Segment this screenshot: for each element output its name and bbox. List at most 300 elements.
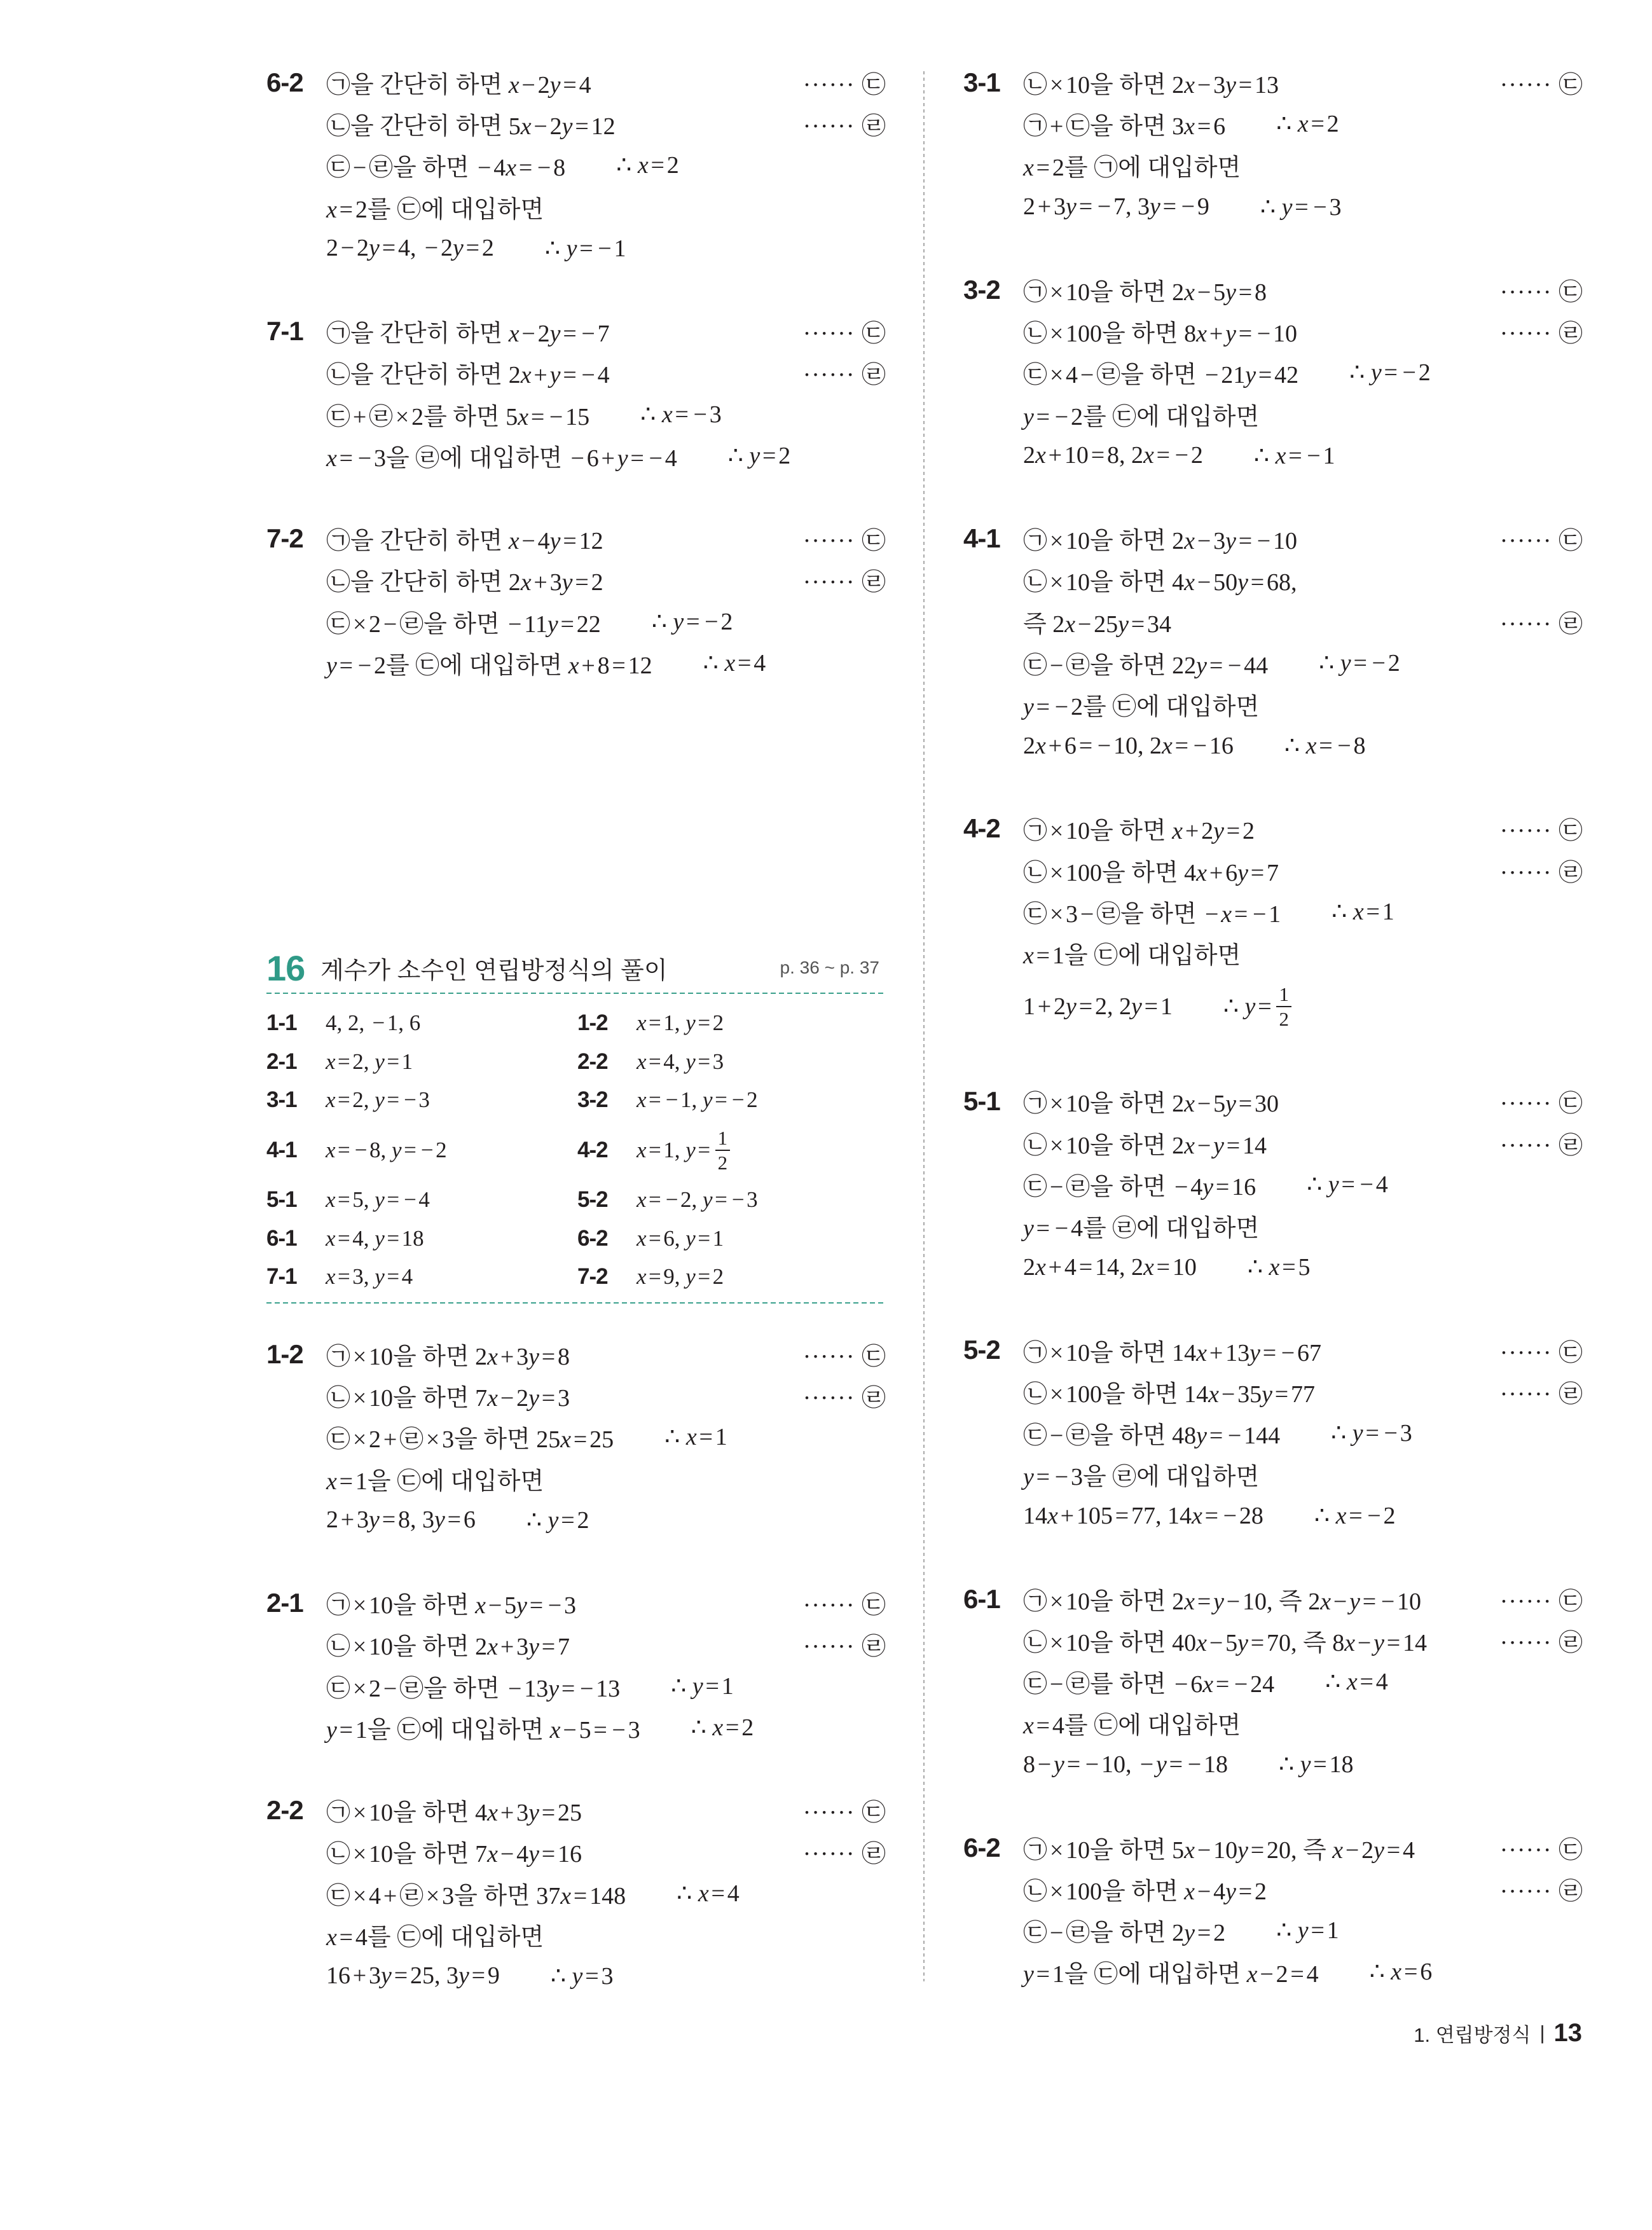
math-operator: = [698, 1225, 711, 1251]
math-variable: x [520, 113, 532, 141]
solution-line [326, 144, 886, 186]
math-operator: = [1078, 993, 1093, 1020]
equation-text: y= −2를 ㉢에 대입하면 [1023, 403, 1260, 430]
math-variable: y [1023, 1215, 1034, 1242]
math-operator: − [581, 320, 595, 348]
math-operator: = [404, 1137, 416, 1162]
math-operator: − [1256, 320, 1271, 348]
solution-block [963, 518, 1583, 766]
math-operator: × [1049, 320, 1064, 348]
problem-label: 3-2 [963, 274, 1000, 305]
math-operator: = [593, 1716, 607, 1744]
equation-text: ㉢−㉣을 하면 2y=2 [1023, 1920, 1226, 1947]
math-variable: y [1196, 652, 1208, 679]
math-variable: y [1184, 1920, 1195, 1947]
answer-table [266, 1004, 886, 1296]
math-variable: y [1237, 569, 1248, 596]
solution-line [1023, 808, 1583, 849]
equation-text: ㉠을 간단히 하면 x−4y=12 [326, 528, 603, 555]
math-operator: = [563, 320, 577, 348]
math-variable: x [1184, 1588, 1195, 1615]
math-operator: = [1078, 1253, 1093, 1281]
equation-marker: ······ ㉣ [1499, 1878, 1583, 1905]
equation-text: x=1을 ㉢에 대입하면 [1023, 942, 1241, 970]
math-operator: + [1037, 993, 1052, 1020]
math-operator: = [541, 1841, 556, 1868]
equation-text: 2+3y=8, 3y=6 [326, 1506, 476, 1534]
math-variable: x [560, 1882, 572, 1910]
math-operator: = [1384, 359, 1398, 387]
math-operator: + [500, 1800, 514, 1827]
therefore-result: ∴ x=2 [691, 1714, 754, 1741]
solution-lines [1023, 1578, 1583, 1786]
math-operator: − [521, 320, 535, 348]
math-operator: − [1333, 1588, 1347, 1615]
solution-line [326, 1416, 886, 1457]
solution-line [1023, 435, 1583, 476]
solution-lines [1023, 518, 1583, 766]
answer-cell [266, 1138, 577, 1163]
section-header [266, 947, 886, 988]
math-variable: y [1054, 1751, 1064, 1778]
math-operator: = [1365, 1419, 1379, 1447]
therefore-result: ∴ x=2 [616, 152, 679, 179]
math-variable: y [692, 1672, 703, 1700]
math-operator: = [1156, 1253, 1171, 1281]
math-operator: − [1097, 732, 1112, 759]
answer-value: x = − 2, y = − 3 [637, 1187, 758, 1213]
equation-marker: ······ ㉣ [1499, 1629, 1583, 1656]
math-operator: = [686, 608, 700, 635]
math-operator: = [1204, 1502, 1219, 1529]
math-operator: = [1258, 993, 1272, 1021]
math-variable: x [475, 1592, 486, 1620]
math-operator: − [665, 1087, 678, 1113]
math-variable: y [1328, 1171, 1339, 1198]
equation-text: y= −2를 ㉢에 대입하면 x+8=12 [326, 652, 652, 679]
math-variable: x [520, 569, 532, 596]
math-operator: − [383, 610, 397, 638]
math-operator: − [731, 1187, 745, 1213]
math-operator: − [1049, 652, 1064, 679]
answer-cell [266, 1187, 577, 1213]
math-variable: x [487, 1385, 499, 1412]
equation-marker: ······ ㉣ [1499, 320, 1583, 348]
math-operator: − [1281, 1339, 1295, 1366]
math-operator: − [537, 155, 551, 182]
answer-value: x = 3, y = 4 [326, 1264, 413, 1290]
math-operator: − [1227, 652, 1242, 679]
solution-line [326, 559, 886, 600]
math-variable: y [1023, 1961, 1034, 1988]
math-variable: x [724, 649, 736, 677]
solution-line [326, 1623, 886, 1665]
therefore-result: ∴ y= −2 [1319, 649, 1400, 677]
math-variable: x [637, 152, 649, 179]
answer-cell [266, 1226, 577, 1251]
math-operator: + [533, 569, 547, 596]
equation-text: ㉡×10을 하면 7x−4y=16 [326, 1841, 582, 1868]
solution-line [1023, 352, 1583, 393]
math-operator: = [338, 1225, 350, 1251]
math-variable: y [547, 1506, 559, 1534]
math-operator: − [357, 444, 372, 472]
math-operator: = [1162, 193, 1177, 221]
equation-text: ㉢−㉣를 하면 −6x= −24 [1023, 1671, 1275, 1698]
math-operator: = [575, 113, 589, 141]
equation-text: ㉡×100을 하면 4x+6y=7 [1023, 859, 1279, 886]
equation-marker: ······ ㉣ [802, 113, 886, 141]
math-variable: x [1035, 732, 1046, 759]
math-operator: = [573, 1426, 588, 1454]
answer-label: 1-1 [266, 1010, 297, 1036]
math-variable: x [1208, 1380, 1220, 1408]
math-variable: x [1353, 898, 1364, 925]
math-variable: x [1035, 442, 1046, 469]
answer-cell [577, 1226, 724, 1251]
math-variable: x [1269, 1254, 1280, 1281]
math-operator: × [1049, 72, 1064, 99]
math-variable: y [549, 320, 561, 348]
answer-cell [266, 1264, 577, 1290]
math-variable: x [1023, 1712, 1034, 1740]
solution-line [326, 310, 886, 352]
math-operator: = [387, 1087, 400, 1113]
math-operator: = [575, 569, 589, 596]
math-operator: + [533, 362, 547, 389]
math-variable: y [1373, 1836, 1384, 1864]
left-column-bottom-solutions [266, 1333, 886, 2038]
math-variable: x [326, 1137, 336, 1162]
equation-text: ㉢−㉣을 하면 48y= −144 [1023, 1422, 1281, 1449]
answer-value: x = 2, y = − 3 [326, 1087, 430, 1113]
math-operator: = [1197, 113, 1211, 141]
math-operator: + [500, 1634, 514, 1661]
solution-line [326, 1333, 886, 1375]
math-operator: = [1288, 442, 1302, 469]
math-operator: = [1250, 1629, 1265, 1656]
math-operator: × [1049, 528, 1064, 555]
math-variable: y [1023, 693, 1034, 720]
math-variable: x [1143, 442, 1154, 469]
math-operator: − [477, 155, 492, 182]
math-operator: − [372, 1010, 385, 1036]
solution-line [1023, 1246, 1583, 1288]
math-operator: − [1226, 1588, 1241, 1615]
math-variable: x [1184, 1878, 1195, 1905]
math-operator: = [1362, 1588, 1377, 1615]
math-variable: x [1246, 1961, 1258, 1988]
solution-line [1023, 1910, 1583, 1951]
equation-text: ㉠×10을 하면 2x−3y= −10 [1023, 528, 1298, 555]
math-operator: − [598, 235, 612, 262]
math-operator: = [649, 1225, 661, 1251]
solution-line [1023, 642, 1583, 684]
math-operator: = [1311, 111, 1325, 138]
equation-text: ㉡을 간단히 하면 2x+3y=2 [326, 569, 603, 596]
math-operator: − [1234, 1671, 1248, 1698]
answer-row [266, 1219, 886, 1258]
section-number: 16 [266, 947, 305, 988]
solution-line [326, 103, 886, 144]
equation-text: 2−2y=4, −2y=2 [326, 235, 494, 262]
math-operator: − [508, 1675, 522, 1702]
math-variable: y [685, 1264, 696, 1290]
math-operator: = [1036, 1712, 1050, 1740]
math-operator: = [737, 649, 752, 677]
math-operator: − [649, 444, 663, 472]
math-operator: = [1174, 732, 1189, 759]
math-operator: × [1049, 362, 1064, 389]
solution-lines [326, 62, 886, 269]
math-operator: = [1169, 1751, 1183, 1778]
math-operator: = [1290, 1961, 1304, 1988]
math-operator: = [339, 1716, 354, 1744]
math-operator: = [1386, 1629, 1401, 1656]
math-variable: x [1184, 72, 1195, 99]
math-variable: y [516, 1592, 527, 1620]
math-operator: − [693, 401, 707, 428]
math-operator: = [1349, 1503, 1363, 1530]
math-variable: x [1184, 1836, 1195, 1864]
math-operator: = [1115, 1502, 1129, 1529]
answer-label: 6-1 [266, 1225, 297, 1251]
math-operator: − [1313, 193, 1327, 221]
math-variable: y [1213, 1132, 1224, 1159]
math-variable: x [326, 1225, 336, 1251]
math-variable: x [1047, 1502, 1058, 1529]
math-variable: y [561, 113, 573, 141]
math-variable: x [326, 444, 337, 472]
equation-text: ㉢×2+㉣×3을 하면 25x=25 [326, 1426, 614, 1454]
math-variable: x [1184, 279, 1195, 306]
math-operator: − [1307, 442, 1321, 469]
math-operator: + [1209, 859, 1223, 886]
math-operator: = [675, 401, 689, 428]
math-operator: = [561, 1506, 575, 1534]
math-operator: = [339, 1924, 354, 1951]
math-operator: − [570, 444, 584, 472]
math-operator: = [1250, 859, 1265, 886]
math-operator: = [1036, 1464, 1050, 1491]
math-variable: x [508, 528, 520, 555]
math-variable: y [1225, 72, 1236, 99]
math-operator: − [1223, 1502, 1237, 1529]
math-variable: x [1184, 1132, 1195, 1159]
solution-lines [1023, 808, 1583, 1039]
equation-marker: ······ ㉣ [802, 362, 886, 389]
math-variable: x [487, 1841, 499, 1868]
math-operator: = [338, 1087, 350, 1113]
therefore-result: ∴ x= −1 [1253, 442, 1335, 469]
math-operator: = [529, 1592, 544, 1620]
math-variable: x [487, 1344, 499, 1371]
problem-label: 2-1 [266, 1588, 303, 1618]
solution-line [1023, 1371, 1583, 1412]
math-operator: = [1036, 403, 1050, 430]
solution-line [1023, 684, 1583, 725]
math-operator: − [1197, 1878, 1211, 1905]
therefore-result: ∴ x=1 [664, 1424, 727, 1451]
math-operator: − [665, 1187, 678, 1213]
math-variable: y [1066, 193, 1077, 221]
solution-line [326, 1499, 886, 1541]
math-operator: = [387, 1264, 400, 1290]
math-variable: x [1184, 569, 1195, 596]
math-operator: = [1215, 1671, 1230, 1698]
math-operator: − [1205, 900, 1219, 928]
math-variable: x [487, 1634, 499, 1661]
math-operator: = [1359, 1669, 1373, 1696]
math-operator: − [521, 72, 535, 99]
right-column-solutions [963, 62, 1583, 2034]
math-variable: y [528, 1841, 539, 1868]
math-variable: x [637, 1010, 647, 1036]
math-variable: y [1131, 993, 1142, 1020]
math-variable: x [1335, 1503, 1347, 1530]
math-variable: y [703, 1087, 713, 1113]
math-variable: y [1225, 279, 1236, 306]
equation-text: ㉢−㉣을 하면 22y= −44 [1023, 652, 1269, 679]
page-footer [1414, 2017, 1582, 2049]
answer-row [266, 1004, 886, 1043]
problem-label: 6-2 [266, 67, 303, 97]
math-operator: × [352, 1675, 367, 1702]
math-variable: y [1352, 1419, 1363, 1447]
solution-line [1023, 891, 1583, 932]
math-variable: y [528, 1800, 539, 1827]
math-operator: = [338, 1264, 350, 1290]
solution-lines [326, 1789, 886, 1997]
math-variable: x [326, 1187, 336, 1213]
solution-line [1023, 186, 1583, 228]
math-operator: = [573, 1882, 588, 1910]
solution-line [1023, 1412, 1583, 1454]
math-variable: y [375, 1225, 385, 1251]
math-operator: = [1078, 193, 1093, 221]
math-operator: = [650, 152, 664, 179]
math-variable: x [661, 401, 673, 428]
math-operator: − [1174, 442, 1189, 469]
equation-marker: ······ ㉣ [802, 1634, 886, 1661]
math-operator: × [1049, 1629, 1064, 1656]
math-operator: = [649, 1010, 661, 1036]
math-operator: − [1077, 610, 1092, 638]
solution-line [1023, 1329, 1583, 1370]
answer-label: 3-2 [577, 1087, 608, 1113]
math-operator: − [1049, 1422, 1064, 1449]
math-operator: + [581, 652, 595, 679]
equation-text: ㉠+㉢을 하면 3x=6 [1023, 113, 1226, 141]
math-variable: y [1244, 993, 1256, 1021]
math-operator: × [425, 1882, 440, 1910]
therefore-result: ∴ y= −3 [1331, 1419, 1412, 1447]
math-variable: y [548, 1675, 560, 1702]
math-operator: − [731, 1087, 745, 1113]
solution-block [266, 1789, 886, 1997]
equation-marker: ······ ㉢ [802, 1344, 886, 1371]
equation-text: ㉢−㉣을 하면 −4y=16 [1023, 1173, 1256, 1201]
math-operator: = [1226, 1132, 1241, 1159]
solution-line [1023, 1661, 1583, 1702]
math-operator: = [1234, 900, 1248, 928]
math-operator: − [1054, 1464, 1069, 1491]
math-operator: − [1193, 732, 1208, 759]
math-variable: x [1184, 1091, 1195, 1118]
math-operator: = [585, 1962, 599, 1990]
math-operator: − [1357, 1629, 1372, 1656]
math-operator: × [1049, 818, 1064, 845]
math-variable: y [434, 1506, 445, 1534]
math-variable: y [528, 1344, 539, 1371]
math-operator: − [1337, 733, 1351, 760]
math-operator: = [1226, 818, 1241, 845]
math-operator: − [1345, 1836, 1359, 1864]
answer-value: x = 4, y = 3 [637, 1049, 724, 1074]
therefore-result: ∴ x=6 [1369, 1958, 1433, 1986]
equation-marker: ······ ㉢ [1499, 1339, 1583, 1366]
answer-value: x = − 8, y = − 2 [326, 1137, 447, 1162]
solution-line [326, 1707, 886, 1748]
solution-line [326, 1872, 886, 1913]
math-operator: × [1049, 1339, 1064, 1366]
answer-row [266, 1081, 886, 1120]
answer-label: 2-2 [577, 1049, 608, 1074]
math-operator: − [549, 403, 563, 430]
math-operator: = [447, 1506, 462, 1534]
math-variable: x [326, 196, 337, 223]
equation-marker: ······ ㉢ [802, 1800, 886, 1827]
math-operator: = [1209, 1422, 1223, 1449]
solution-line [1023, 1578, 1583, 1620]
math-operator: = [1238, 528, 1253, 555]
math-operator: − [1402, 359, 1416, 387]
math-operator: + [383, 1882, 397, 1910]
math-variable: y [617, 444, 628, 472]
math-variable: x [508, 72, 520, 99]
solution-line [326, 394, 886, 435]
answer-label: 6-2 [577, 1225, 608, 1251]
equation-text: ㉡×10을 하면 2x−3y=13 [1023, 72, 1279, 99]
math-operator: − [705, 608, 719, 635]
equation-text: ㉢+㉣×2를 하면 5x= −15 [326, 403, 590, 430]
math-variable: x [1161, 732, 1173, 759]
math-operator: = [339, 652, 354, 679]
math-operator: = [530, 403, 545, 430]
footer-separator: | [1539, 2021, 1545, 2044]
math-variable: y [381, 1962, 392, 1990]
equation-text: ㉡을 간단히 하면 2x+y= −4 [326, 362, 610, 389]
fraction-numerator: 1 [715, 1128, 731, 1151]
math-operator: × [352, 1841, 367, 1868]
solution-block [963, 1827, 1583, 1993]
solution-block [266, 62, 886, 269]
equation-text: 1+2y=2, 2y=1 [1023, 993, 1173, 1020]
math-operator: = [630, 444, 644, 472]
math-operator: − [500, 1385, 514, 1412]
solution-lines [326, 1333, 886, 1541]
math-operator: − [404, 1087, 416, 1113]
equation-text: ㉠×10을 하면 2x=y−10, 즉 2x−y= −10 [1023, 1588, 1422, 1615]
math-variable: y [566, 235, 577, 262]
math-variable: y [549, 528, 561, 555]
math-operator: = [394, 1962, 408, 1990]
solution-line [1023, 1951, 1583, 1992]
answer-label: 3-1 [266, 1087, 297, 1113]
math-operator: = [715, 1087, 727, 1113]
solution-lines [326, 1582, 886, 1748]
math-variable: x [487, 1800, 499, 1827]
